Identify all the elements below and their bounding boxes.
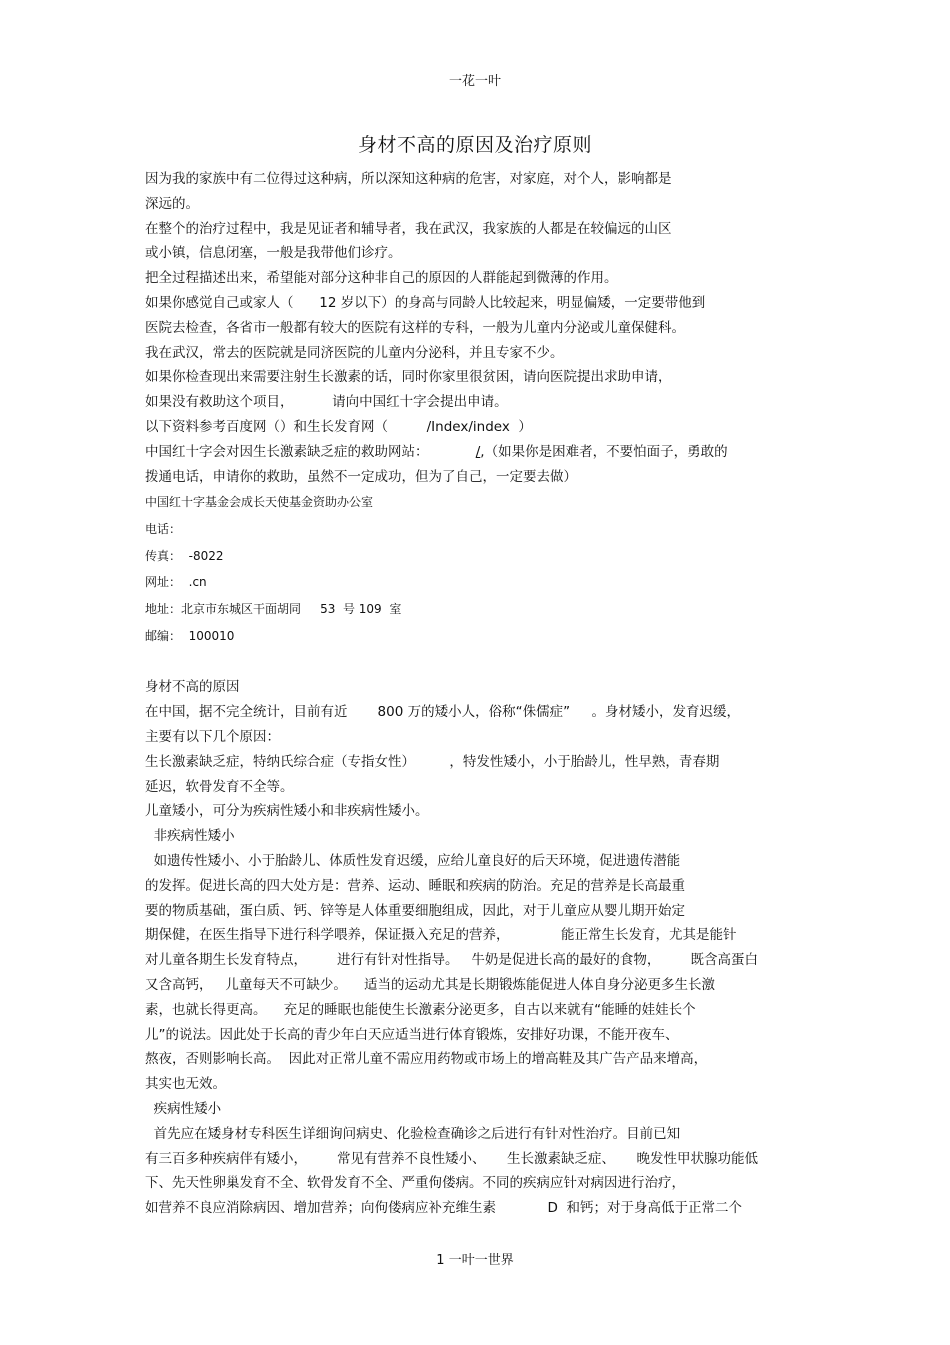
paragraph-line: 要的物质基础，蛋白质、钙、锌等是人体重要细胞组成，因此，对于儿童应从婴儿期开始定 bbox=[145, 902, 685, 919]
paragraph-line: 以下资料参考百度网（）和生长发育网（ /Index/index ） bbox=[145, 418, 532, 435]
aid-line bbox=[145, 440, 825, 465]
paragraph-line: 儿童矮小，可分为疾病性矮小和非疾病性矮小。 bbox=[145, 803, 429, 820]
page-footer: 1 一叶一世界 bbox=[436, 1253, 514, 1268]
paragraph-line: 延迟，软骨发育不全等。 bbox=[145, 778, 294, 795]
paragraph-line: 把全过程描述出来，希望能对部分这种非自己的原因的人群能起到微薄的作用。 bbox=[145, 270, 618, 287]
paragraph-line: 如果你检查现出来需要注射生长激素的话，同时你家里很贫困，请向医院提出求助申请， bbox=[145, 369, 672, 386]
contact-website: 网址： .cn bbox=[145, 575, 207, 590]
section-gap bbox=[145, 649, 825, 675]
paragraph-line: 素，也就长得更高。 充足的睡眠也能使生长激素分泌更多，自古以来就有“能睡的娃娃长个 bbox=[145, 1001, 696, 1018]
document-body bbox=[145, 167, 825, 1221]
paragraph-line: 如遗传性矮小、小于胎龄儿、体质性发育迟缓，应给儿童良好的后天环境，促进遗传潜能 bbox=[145, 853, 681, 870]
subsection-heading: 疾病性矮小 bbox=[145, 1101, 222, 1118]
paragraph-line: 深远的。 bbox=[145, 195, 199, 212]
paragraph-line: 对儿童各期生长发育特点， 进行有针对性指导。 牛奶是促进长高的最好的食物， 既含高蛋白 bbox=[145, 952, 758, 969]
page-title: 身材不高的原因及治疗原则 bbox=[357, 134, 592, 156]
paragraph-line: 又含高钙， 儿童每天不可缺少。 适当的运动尤其是长期锻炼能促进人体自身分泌更多生长激 bbox=[145, 977, 716, 994]
contact-org: 中国红十字基金会成长天使基金资助办公室 bbox=[145, 495, 374, 510]
paragraph-line: 儿”的说法。因此处于长高的青少年白天应适当进行体育锻炼，安排好功课，不能开夜车、 bbox=[145, 1026, 679, 1043]
contact-phone: 电话： bbox=[145, 522, 182, 537]
paragraph-line: 在整个的治疗过程中，我是见证者和辅导者，我在武汉，我家族的人都是在较偏远的山区 bbox=[145, 220, 672, 237]
paragraph-line: 或小镇，信息闭塞，一般是我带他们诊疗。 bbox=[145, 245, 402, 262]
paragraph-line: 主要有以下几个原因： bbox=[145, 729, 280, 746]
paragraph-line: 生长激素缺乏症，特纳氏综合症（专指女性） ，特发性矮小，小于胎龄儿，性早熟，青春期 bbox=[145, 753, 720, 770]
section-heading: 身材不高的原因 bbox=[145, 679, 240, 696]
paragraph-line: 其实也无效。 bbox=[145, 1076, 226, 1093]
paragraph-line: 熬夜，否则影响长高。 因此对正常儿童不需应用药物或市场上的增高鞋及其广告产品来增高， bbox=[145, 1051, 708, 1068]
paragraph-line: 下、先天性卵巢发育不全、软骨发育不全、严重佝偻病。不同的疾病应针对病因进行治疗， bbox=[145, 1175, 685, 1192]
aid-link[interactable]: / bbox=[475, 443, 481, 460]
page-header: 一花一叶 bbox=[448, 74, 501, 89]
paragraph-line: 拨通电话，申请你的救助，虽然不一定成功，但为了自己，一定要去做） bbox=[145, 468, 577, 485]
paragraph-line: 在中国，据不完全统计，目前有近 800 万的矮小人，俗称“侏儒症” 。身材矮小，发育迟缓， bbox=[145, 704, 741, 721]
subsection-heading: 非疾病性矮小 bbox=[145, 828, 235, 845]
paragraph-line: 有三百多种疾病伴有矮小， 常见有营养不良性矮小、 生长激素缺乏症、 晚发性甲状腺功能低 bbox=[145, 1150, 758, 1167]
paragraph-line: 期保健，在医生指导下进行科学喂养，保证摄入充足的营养， 能正常生长发育，尤其是能针 bbox=[145, 927, 737, 944]
paragraph-line: 我在武汉，常去的医院就是同济医院的儿童内分泌科，并且专家不少。 bbox=[145, 344, 564, 361]
aid-text-after: ,（如果你是困难者，不要怕面子，勇敢的 bbox=[480, 443, 728, 460]
contact-postcode: 邮编： 100010 bbox=[145, 628, 235, 643]
paragraph-line: 的发挥。促进长高的四大处方是：营养、运动、睡眠和疾病的防治。充足的营养是长高最重 bbox=[145, 877, 685, 894]
contact-fax: 传真： -8022 bbox=[145, 548, 224, 563]
paragraph-line: 如果你感觉自己或家人（ 12 岁以下）的身高与同龄人比较起来，明显偏矮，一定要带他到 bbox=[145, 294, 706, 311]
paragraph-line: 因为我的家族中有二位得过这种病，所以深知这种病的危害，对家庭，对个人，影响都是 bbox=[145, 171, 672, 187]
paragraph-line: 首先应在矮身材专科医生详细询问病史、化验检查确诊之后进行有针对性治疗。目前已知 bbox=[145, 1125, 681, 1142]
paragraph-line: 医院去检查，各省市一般都有较大的医院有这样的专科，一般为儿童内分泌或儿童保健科。 bbox=[145, 319, 685, 336]
aid-text: 中国红十字会对因生长激素缺乏症的救助网站： bbox=[145, 443, 476, 460]
paragraph-line: 如果没有救助这个项目， 请向中国红十字会提出申请。 bbox=[145, 394, 508, 411]
paragraph-line: 如营养不良应消除病因、增加营养；向佝偻病应补充维生素 D 和钙；对于身高低于正常二个 bbox=[145, 1200, 742, 1217]
contact-address: 地址：北京市东城区干面胡同 53 号 109 室 bbox=[145, 602, 402, 617]
